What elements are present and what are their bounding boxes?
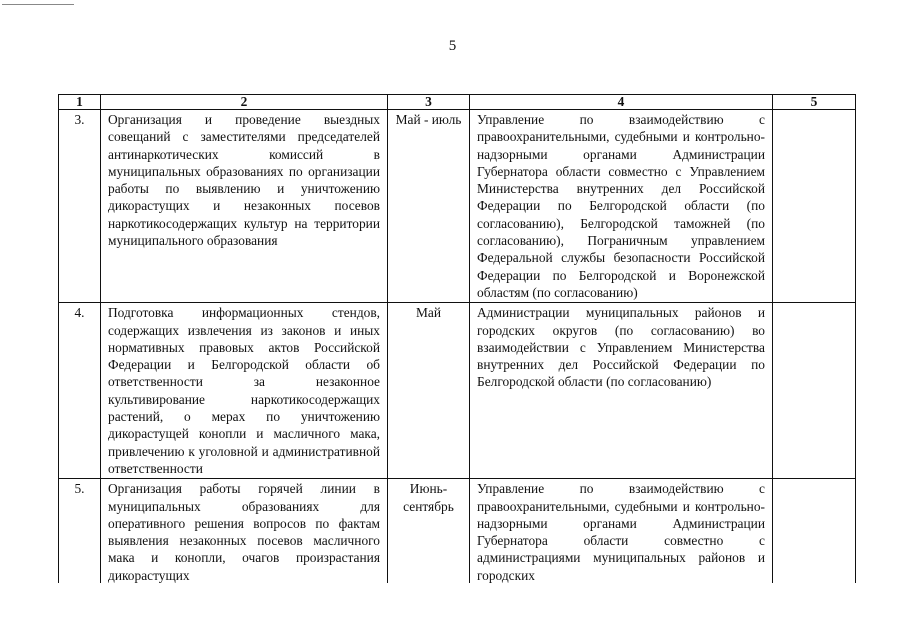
note-cell [773, 110, 856, 303]
row-number: 5. [59, 479, 101, 586]
column-header: 1 [59, 95, 101, 110]
page-number: 5 [448, 38, 457, 54]
column-header: 3 [388, 95, 470, 110]
responsible-cell: Администрации муниципальных районов и городских округов (по согласованию) во взаимодействии с Управлением Министерства внутренних дел Российской Федерации по Белгородской области (по согласованию) [470, 303, 773, 479]
table-row [59, 110, 856, 303]
column-header: 5 [773, 95, 856, 110]
table-row [59, 303, 856, 479]
responsible-cell: Управление по взаимодействию с правоохранительными, судебными и контрольно-надзорными органами Администрации Губернатора области совместно с администрациями муниципальных районов и городских [470, 479, 773, 586]
table-header-row [59, 95, 856, 110]
term-cell: Июнь-сентябрь [388, 479, 470, 586]
action-cell: Организация работы горячей линии в муниципальных образованиях для оперативного решения вопросов по фактам выявления незаконных посевов масличного мака и конопли, очагов произрастания дикорастущих [101, 479, 388, 586]
column-header: 4 [470, 95, 773, 110]
term-cell: Май [388, 303, 470, 479]
activity-table [58, 94, 856, 586]
term-cell: Май - июль [388, 110, 470, 303]
row-number: 4. [59, 303, 101, 479]
note-cell [773, 303, 856, 479]
table-row [59, 479, 856, 586]
responsible-cell: Управление по взаимодействию с правоохранительными, судебными и контрольно-надзорными органами Администрации Губернатора области совместно с Управлением Министерства внутренних дел Российской Федерации по Белгородской области (по согласованию), Белгородской таможней (по согласованию), Пограничным управлением Федеральной службы безопасности Российской Федерации по Белгородской и Воронежской областям (по согласованию) [470, 110, 773, 303]
column-header: 2 [101, 95, 388, 110]
row-number: 3. [59, 110, 101, 303]
action-cell: Подготовка информационных стендов, содержащих извлечения из законов и иных нормативных правовых актов Российской Федерации и Белгородской области об ответственности за незаконное культивирование наркотикосодержащих растений, о мерах по уничтожению дикорастущей конопли и масличного мака, привлечению к уголовной и административной ответственности [101, 303, 388, 479]
scan-edge-mark [2, 0, 74, 5]
note-cell [773, 479, 856, 586]
page-bottom-margin [0, 583, 905, 640]
action-cell: Организация и проведение выездных совещаний с заместителями председателей антинаркотических комиссий в муниципальных образованиях по организации работы по выявлению и уничтожению дикорастущих и незаконных посевов наркотикосодержащих культур на территории муниципального образования [101, 110, 388, 303]
